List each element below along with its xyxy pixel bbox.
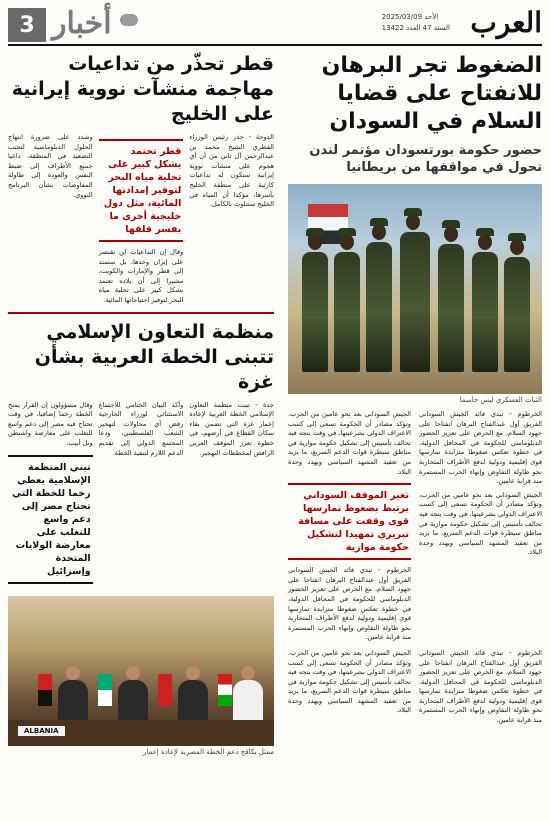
lead-body-col3: الخرطوم - تبدي قائد الجيش السوداني الفريق أول عبدالفتاح البرهان انفتاحا على جهود السلام، مع الحرص على تعزيز الحضور الدبلوماسي للحكومة في المحافل الدولية، في خطوة تعكس ضغوطا متزايدة تمارسها قوى إقليمية ودولية لدفع الأطراف المتحاربة نحو طاولة التفاوض وإنهاء الحرب المستمرة منذ قرابة عامين. xyxy=(419,648,542,725)
oic-photo-caption: ممثل يكافح دعم الخطة المصرية لإعادة إعمار xyxy=(143,747,274,756)
lead-body-col1: الخرطوم - تبدي قائد الجيش السوداني الفريق أول عبدالفتاح البرهان انفتاحا على جهود السلام، مع الحرص على تعزيز الحضور الدبلوماسي للحكومة في المحافل الدولية، في خطوة تعكس ضغوطا متزايدة تمارسها قوى إقليمية ودولية لدفع الأطراف المتحاربة نحو طاولة التفاوض وإنهاء الحرب المستمرة منذ قرابة عامين. xyxy=(419,410,542,486)
qatar-body-col1: الدوحة - حذر رئيس الوزراء القطري الشيخ محمد بن عبدالرحمن آل ثاني من أن أي هجوم على منشآت نووية إيرانية ستكون له تداعيات كارثية على منطقة الخليج بأسرها، مؤكدا أن المياه في الخليج ستتلوث بالكامل. xyxy=(189,133,274,209)
lead-body-col2: الجيش السوداني بعد نحو عامين من الحرب، وتؤكد مصادر أن الحكومة تسعى إلى كسب الاعتراف الدولي بشرعيتها، في وقت يتجه فيه تحالف تأسيس إلى تشكيل حكومة موازية في مناطق سيطرة قوات الدعم السريع، ما يزيد من تعقيد المشهد السياسي ويهدد وحدة البلاد. xyxy=(288,410,411,476)
speech-bubble-icon xyxy=(120,14,138,26)
issue-info xyxy=(382,12,450,34)
lead-body-col1-cont: الجيش السوداني بعد نحو عامين من الحرب، وتؤكد مصادر أن الحكومة تسعى إلى كسب الاعتراف الدولي بشرعيتها، في وقت يتجه فيه تحالف تأسيس إلى تشكيل حكومة موازية في مناطق سيطرة قوات الدعم السريع، ما يزيد من تعقيد المشهد السياسي ويهدد وحدة البلاد. xyxy=(419,490,542,557)
lead-photo-caption: الثبات العسكري ليس حاسما xyxy=(459,396,542,404)
oic-body-col2: وأكد البيان الختامي للاجتماع الاستثنائي لوزراء الخارجية رفض أي محاولات لتهجير الشعب الفلسطيني، ودعا المجتمع الدولي إلى تقديم الدعم اللازم لتنفيذ الخطة. xyxy=(98,400,184,457)
oic-body-col3: وقال مسؤولون إن القرار يمنح الخطة زخما إضافيا، في وقت تحتاج فيه مصر إلى دعم واسع للتغلب على معارضة واشنطن وتل أبيب. xyxy=(7,400,93,447)
meeting-photo xyxy=(8,596,274,746)
qatar-body-col3: وشدد على ضرورة انتهاج الحلول الدبلوماسية لتجنب التصعيد في المنطقة، داعيا جميع الأطراف إلى ضبط النفس والعودة إلى طاولة المفاوضات بشأن البرنامج النووي. xyxy=(7,133,93,199)
section-title: أخبار xyxy=(52,6,112,41)
qatar-headline: قطر تحذّر من تداعيات مهاجمة منشآت نووية إيرانية على الخليج xyxy=(11,53,274,125)
issue-date: الأحد 2025/03/09 xyxy=(381,13,439,21)
soldiers-photo xyxy=(288,184,542,394)
oic-headline: منظمة التعاون الإسلامي تتبنى الخطة العربية بشأن غزة xyxy=(34,320,274,393)
secondary-stories xyxy=(8,52,274,756)
lead-subheadline: حضور حكومة بورتسودان مؤتمر لندن تحول في مواقفها من بريطانيا xyxy=(309,143,542,175)
lead-body-col4: الجيش السوداني بعد نحو عامين من الحرب، وتؤكد مصادر أن الحكومة تسعى إلى كسب الاعتراف الدولي بشرعيتها، في وقت يتجه فيه تحالف تأسيس إلى تشكيل حكومة موازية في مناطق سيطرة قوات الدعم السريع، ما يزيد من تعقيد المشهد السياسي ويهدد وحدة البلاد. xyxy=(288,648,411,715)
oic-pullquote: تبني المنظمة الإسلامية يعطي زخما للخطة التي تحتاج مصر إلى دعم واسع للتغلب على معارضة الولايات المتحدة وإسرائيل xyxy=(8,455,93,584)
delegation-nameplate: ALBANIA xyxy=(18,726,65,736)
masthead-rule xyxy=(8,44,542,46)
oic-body-col1: جدة - تبنت منظمة التعاون الإسلامي الخطة العربية لإعادة إعمار غزة التي تضمن بقاء سكان القطاع في أرضهم، في خطوة تعزز الموقف العربي الرافض لمخططات التهجير. xyxy=(189,400,274,457)
section-divider xyxy=(8,312,274,314)
qatar-body-col2: وقال إن التداعيات لن تقتصر على إيران وحدها، بل ستمتد إلى قطر والإمارات والكويت، مشيرا إلى أن بلاده تعتمد بشكل كبير على تحلية مياه البحر لتوفير احتياجاتها المائية. xyxy=(98,248,184,304)
qatar-pullquote: قطر تحتمد بشكل كبير على تحلية مياه البحر لتوفير إمدادتها المائية، مثل دول خليجية أخرى ما يفسر قلقها xyxy=(99,139,184,242)
lead-story xyxy=(288,52,542,726)
newspaper-logo: العرب xyxy=(470,6,542,39)
lead-pullquote: تغير الموقف السوداني يرتبط بضغوط تمارسها قوى وقفت على مسافة تبريري تمهيدا لتشكيل حكومة موازية xyxy=(288,483,411,560)
lead-body-col2-cont: الخرطوم - تبدي قائد الجيش السوداني الفريق أول عبدالفتاح البرهان انفتاحا على جهود السلام، مع الحرص على تعزيز الحضور الدبلوماسي للحكومة في المحافل الدولية، في خطوة تعكس ضغوطا متزايدة تمارسها قوى إقليمية ودولية لدفع الأطراف المتحاربة نحو طاولة التفاوض وإنهاء الحرب المستمرة منذ قرابة عامين. xyxy=(288,566,411,642)
masthead xyxy=(8,6,542,46)
issue-number: السنة 47 العدد 13422 xyxy=(381,24,450,32)
lead-headline: الضغوط تجر البرهان للانفتاح على قضايا السلام في السودان xyxy=(321,53,542,134)
section-number-badge: 3 xyxy=(8,8,46,42)
